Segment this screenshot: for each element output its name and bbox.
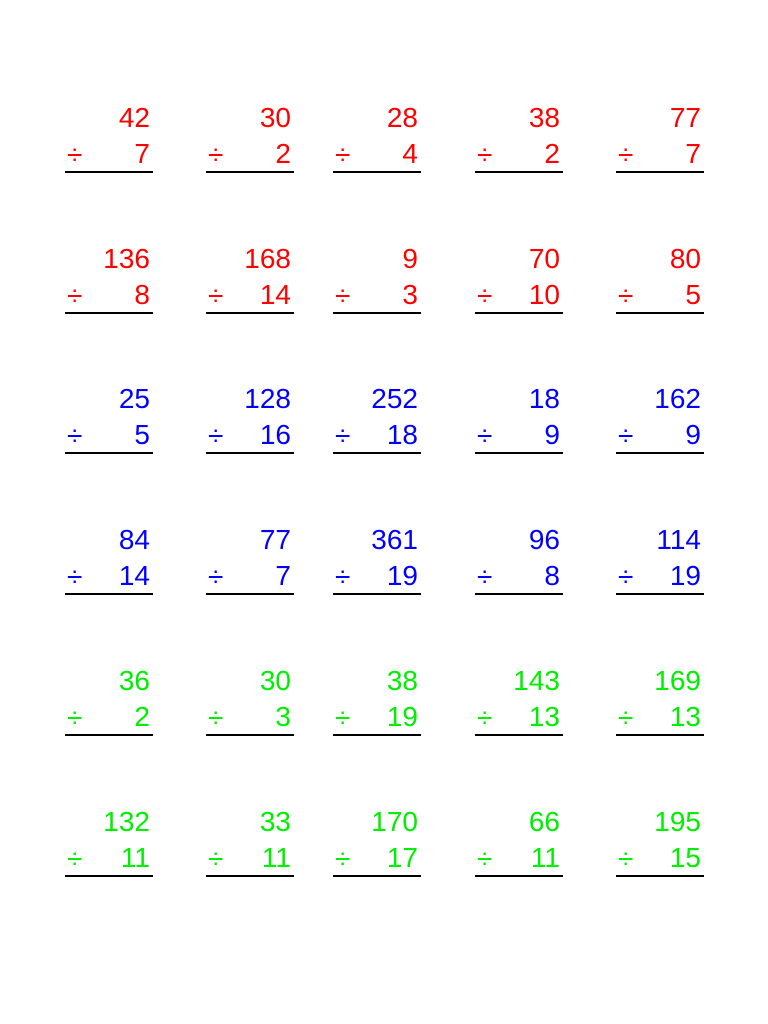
answer-line [475,875,563,877]
division-sign: ÷ [208,702,224,733]
dividend: 162 [654,383,701,414]
answer-line [616,452,704,454]
dividend: 66 [528,806,560,837]
dividend: 84 [118,524,150,555]
divisor: 19 [386,560,418,591]
division-sign: ÷ [208,561,224,592]
division-sign: ÷ [335,420,351,451]
division-problem [475,245,563,325]
answer-line [616,734,704,736]
division-sign: ÷ [67,420,83,451]
division-problem [475,526,563,606]
answer-line [206,171,294,173]
divisor: 9 [685,419,701,450]
divisor: 17 [386,842,418,873]
division-problem [65,667,153,747]
dividend: 18 [528,383,560,414]
answer-line [475,452,563,454]
divisor: 2 [544,138,560,169]
division-problem [65,104,153,184]
divisor: 13 [528,701,560,732]
division-problem [475,808,563,888]
division-problem [616,667,704,747]
division-problem [333,667,421,747]
divisor: 13 [669,701,701,732]
division-sign: ÷ [618,561,634,592]
dividend: 80 [669,243,701,274]
answer-line [206,734,294,736]
answer-line [206,875,294,877]
answer-line [475,593,563,595]
answer-line [333,312,421,314]
division-sign: ÷ [67,843,83,874]
division-sign: ÷ [477,702,493,733]
division-problem [333,385,421,465]
dividend: 36 [118,665,150,696]
division-problem [206,245,294,325]
division-sign: ÷ [477,139,493,170]
divisor: 9 [544,419,560,450]
dividend: 9 [402,243,418,274]
answer-line [333,171,421,173]
division-sign: ÷ [67,702,83,733]
dividend: 30 [259,102,291,133]
division-sign: ÷ [208,139,224,170]
division-sign: ÷ [618,702,634,733]
division-problem [616,385,704,465]
divisor: 16 [259,419,291,450]
dividend: 361 [371,524,418,555]
division-problem [206,808,294,888]
answer-line [616,875,704,877]
divisor: 11 [261,842,291,873]
division-problem [475,385,563,465]
divisor: 14 [118,560,150,591]
division-sign: ÷ [477,561,493,592]
dividend: 136 [103,243,150,274]
divisor: 10 [528,279,560,310]
dividend: 96 [528,524,560,555]
division-problem [616,245,704,325]
dividend: 77 [259,524,291,555]
division-sign: ÷ [67,280,83,311]
divisor: 11 [530,842,560,873]
dividend: 30 [259,665,291,696]
divisor: 18 [386,419,418,450]
divisor: 3 [275,701,291,732]
division-problem [616,808,704,888]
division-sign: ÷ [67,139,83,170]
answer-line [206,452,294,454]
dividend: 132 [103,806,150,837]
division-sign: ÷ [618,843,634,874]
division-problem [333,245,421,325]
division-sign: ÷ [477,420,493,451]
dividend: 38 [386,665,418,696]
dividend: 77 [669,102,701,133]
division-problem [65,526,153,606]
dividend: 114 [656,524,701,555]
division-problem [206,526,294,606]
division-sign: ÷ [335,843,351,874]
division-problem [206,667,294,747]
answer-line [333,452,421,454]
division-sign: ÷ [67,561,83,592]
dividend: 128 [244,383,291,414]
divisor: 2 [134,701,150,732]
answer-line [65,875,153,877]
answer-line [65,452,153,454]
answer-line [616,171,704,173]
divisor: 7 [685,138,701,169]
dividend: 195 [654,806,701,837]
division-problem [475,104,563,184]
dividend: 70 [528,243,560,274]
division-sign: ÷ [335,139,351,170]
answer-line [65,593,153,595]
division-problem [333,808,421,888]
divisor: 7 [134,138,150,169]
divisor: 7 [275,560,291,591]
division-sign: ÷ [477,280,493,311]
answer-line [475,312,563,314]
divisor: 19 [386,701,418,732]
divisor: 5 [685,279,701,310]
dividend: 28 [386,102,418,133]
dividend: 25 [118,383,150,414]
divisor: 11 [120,842,150,873]
divisor: 8 [134,279,150,310]
divisor: 4 [402,138,418,169]
division-problem [65,808,153,888]
answer-line [65,171,153,173]
answer-line [475,734,563,736]
division-sign: ÷ [618,280,634,311]
divisor: 3 [402,279,418,310]
divisor: 8 [544,560,560,591]
answer-line [65,734,153,736]
answer-line [333,875,421,877]
answer-line [206,593,294,595]
division-sign: ÷ [208,843,224,874]
division-problem [616,104,704,184]
divisor: 19 [669,560,701,591]
divisor: 15 [669,842,701,873]
division-problem [475,667,563,747]
divisor: 14 [259,279,291,310]
divisor: 5 [134,419,150,450]
division-problem [333,526,421,606]
dividend: 168 [244,243,291,274]
answer-line [65,312,153,314]
division-sign: ÷ [618,420,634,451]
dividend: 170 [371,806,418,837]
division-sign: ÷ [335,280,351,311]
dividend: 38 [528,102,560,133]
division-sign: ÷ [618,139,634,170]
dividend: 252 [371,383,418,414]
dividend: 42 [118,102,150,133]
answer-line [333,593,421,595]
answer-line [616,593,704,595]
answer-line [616,312,704,314]
division-problem [206,104,294,184]
dividend: 33 [259,806,291,837]
dividend: 169 [654,665,701,696]
division-sign: ÷ [335,702,351,733]
division-problem [65,385,153,465]
answer-line [475,171,563,173]
division-problem [616,526,704,606]
division-sign: ÷ [335,561,351,592]
division-problem [65,245,153,325]
division-problem [206,385,294,465]
answer-line [333,734,421,736]
division-problem [333,104,421,184]
division-sign: ÷ [208,420,224,451]
division-sign: ÷ [208,280,224,311]
division-sign: ÷ [477,843,493,874]
divisor: 2 [275,138,291,169]
dividend: 143 [513,665,560,696]
answer-line [206,312,294,314]
